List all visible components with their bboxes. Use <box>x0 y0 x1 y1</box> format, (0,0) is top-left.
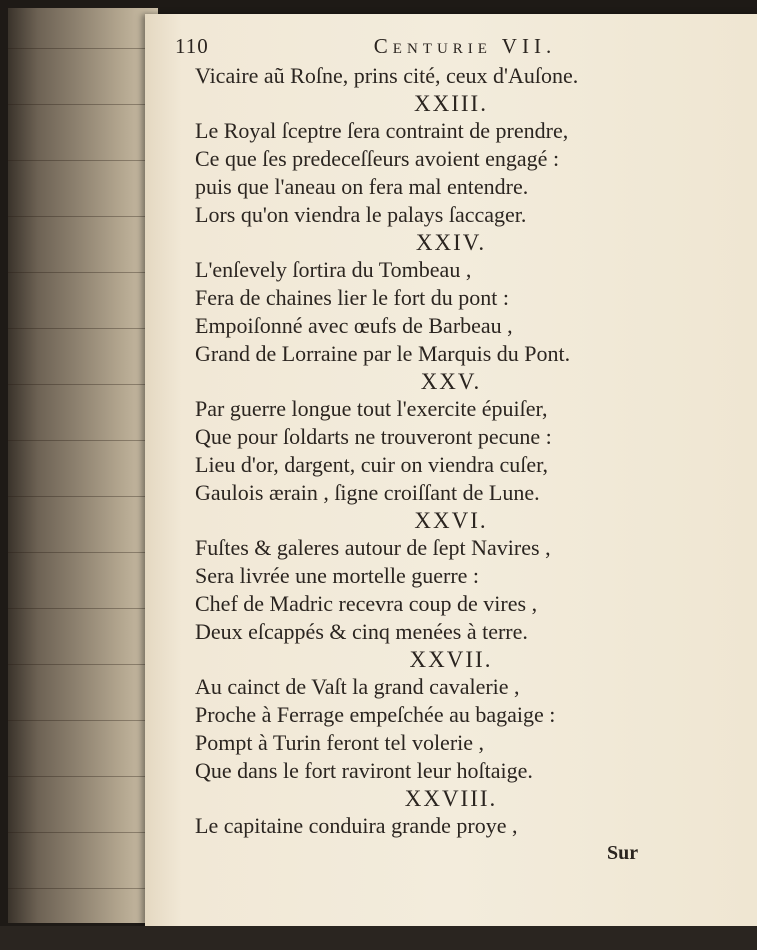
verse-line: L'enſevely ſortira du Tombeau , <box>195 257 472 283</box>
verse-line: Empoiſonné avec œufs de Barbeau , <box>195 313 513 338</box>
catchword: Sur <box>607 842 639 864</box>
verse-line: Deux eſcappés & cinq menées à terre. <box>195 618 528 644</box>
verse-line: Lieu d'or, dargent, cuir on viendra cuſer, <box>195 452 549 477</box>
page-number: 110 <box>175 34 209 58</box>
running-title: Centurie VII. <box>373 34 557 58</box>
verse-line: Proche à Ferrage empeſchée au bagaige : <box>195 702 556 728</box>
quatrain-number: XXVII. <box>409 646 493 672</box>
verse-line: Le Royal ſceptre ſera contraint de prendre, <box>195 118 569 144</box>
verse-line: Fera de chaines lier le fort du pont : <box>195 285 510 311</box>
background-bottom <box>0 926 757 950</box>
verse-line: Fuſtes & galeres autour de ſept Navires , <box>195 535 551 561</box>
verse-line: Grand de Lorraine par le Marquis du Pont. <box>195 340 571 366</box>
quatrain-number: XXIII. <box>414 90 488 116</box>
verse-line: Par guerre longue tout l'exercite épuiſer, <box>195 396 548 422</box>
verse-line: Lors qu'on viendra le palays ſaccager. <box>195 201 527 227</box>
verse-line: Au cainct de Vaſt la grand cavalerie , <box>195 674 520 700</box>
verse-line: Que pour ſoldarts ne trouveront pecune : <box>195 424 552 450</box>
page-edges-stack <box>8 8 158 923</box>
verse-line: Sera livrée une mortelle guerre : <box>195 563 480 589</box>
quatrain-number: XXVI. <box>414 507 488 533</box>
quatrain-number: XXVIII. <box>404 785 498 811</box>
book-page <box>145 14 757 926</box>
verse-line: Gaulois ærain , ſigne croiſſant de Lune. <box>195 479 540 505</box>
quatrain-number: XXV. <box>420 368 482 394</box>
verse-line: Que dans le fort raviront leur hoſtaige. <box>195 757 533 783</box>
verse-line: Vicaire aũ Roſne, prins cité, ceux d'Auſone. <box>195 62 579 88</box>
verse-line: Chef de Madric recevra coup de vires , <box>195 591 538 616</box>
verse-line: puis que l'aneau on fera mal entendre. <box>195 174 529 199</box>
verse-line: Le capitaine conduira grande proye , <box>195 813 518 839</box>
verse-line: Ce que ſes predeceſſeurs avoient engagé : <box>195 146 560 172</box>
verse-line: Pompt à Turin feront tel volerie , <box>195 730 485 755</box>
quatrain-number: XXIV. <box>415 229 487 255</box>
